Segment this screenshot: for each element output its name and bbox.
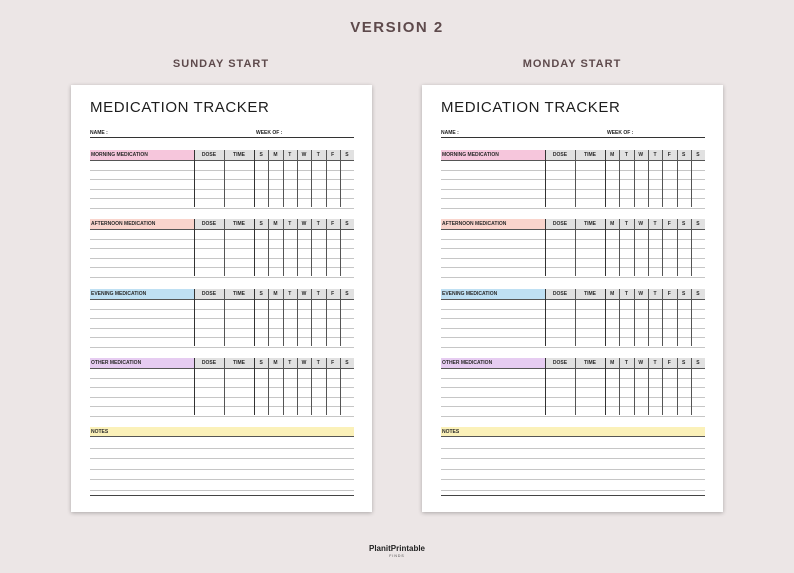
medication-section	[90, 289, 354, 346]
table-row[interactable]	[90, 258, 354, 259]
table-row[interactable]	[90, 170, 354, 171]
notes-line[interactable]	[441, 469, 705, 470]
column-divider	[311, 358, 312, 415]
table-row[interactable]	[90, 179, 354, 180]
column-divider	[677, 358, 678, 415]
week-of-label: WEEK OF :	[256, 130, 283, 136]
day-column-label: S	[681, 360, 686, 366]
medication-section	[441, 289, 705, 346]
table-row[interactable]	[441, 347, 705, 348]
time-column-label: TIME	[584, 221, 596, 227]
column-divider	[662, 289, 663, 346]
week-of-label: WEEK OF :	[607, 130, 634, 136]
time-column-label: TIME	[233, 291, 245, 297]
day-column-label: M	[610, 360, 615, 366]
day-column-label: T	[288, 152, 292, 158]
day-column-label: T	[316, 221, 320, 227]
column-divider	[545, 150, 546, 207]
table-row[interactable]	[90, 208, 354, 209]
dose-column-label: DOSE	[201, 152, 217, 158]
column-divider	[619, 289, 620, 346]
time-column-label: TIME	[233, 152, 245, 158]
day-column-label: W	[638, 152, 644, 158]
column-divider	[634, 219, 635, 276]
table-row[interactable]	[441, 318, 705, 319]
day-column-label: F	[667, 152, 671, 158]
table-row[interactable]	[441, 416, 705, 417]
table-row[interactable]	[90, 277, 354, 278]
section-title: OTHER MEDICATION	[91, 360, 142, 366]
day-column-label: M	[273, 291, 278, 297]
table-row[interactable]	[90, 378, 354, 379]
column-divider	[691, 358, 692, 415]
column-divider	[194, 150, 195, 207]
column-divider	[691, 150, 692, 207]
dose-column-label: DOSE	[552, 152, 568, 158]
column-divider	[648, 289, 649, 346]
table-row[interactable]	[441, 258, 705, 259]
name-week-line	[90, 137, 354, 138]
column-divider	[340, 150, 341, 207]
column-divider	[297, 150, 298, 207]
table-row[interactable]	[90, 198, 354, 199]
day-column-label: W	[301, 291, 307, 297]
column-divider	[254, 289, 255, 346]
day-column-label: S	[259, 291, 263, 297]
section-title: OTHER MEDICATION	[442, 360, 493, 366]
column-divider	[268, 358, 269, 415]
day-column-label: W	[301, 152, 307, 158]
name-label: NAME :	[90, 130, 108, 136]
table-row[interactable]	[90, 416, 354, 417]
table-row[interactable]	[441, 189, 705, 190]
table-row[interactable]	[441, 406, 705, 407]
day-column-label: T	[316, 291, 320, 297]
column-divider	[662, 358, 663, 415]
column-divider	[283, 150, 284, 207]
day-column-label: T	[624, 360, 628, 366]
medication-section	[90, 150, 354, 207]
day-column-label: S	[681, 221, 686, 227]
notes-section	[441, 427, 705, 497]
day-column-label: S	[345, 221, 349, 227]
notes-line[interactable]	[441, 490, 705, 491]
column-divider	[311, 289, 312, 346]
table-row[interactable]	[90, 267, 354, 268]
day-column-label: F	[667, 221, 671, 227]
day-column-label: S	[259, 221, 263, 227]
column-divider	[194, 358, 195, 415]
day-column-label: S	[345, 291, 349, 297]
column-divider	[340, 219, 341, 276]
notes-line[interactable]	[441, 479, 705, 480]
medication-section	[90, 358, 354, 415]
column-divider	[254, 219, 255, 276]
column-divider	[662, 219, 663, 276]
column-divider	[268, 289, 269, 346]
column-divider	[268, 219, 269, 276]
day-column-label: S	[696, 152, 700, 158]
day-column-label: W	[638, 360, 644, 366]
day-column-label: F	[667, 291, 671, 297]
column-divider	[605, 358, 606, 415]
column-divider	[648, 358, 649, 415]
table-row[interactable]	[441, 198, 705, 199]
day-column-label: M	[610, 152, 615, 158]
column-divider	[224, 289, 225, 346]
day-column-label: T	[316, 152, 320, 158]
column-divider	[662, 150, 663, 207]
column-divider	[545, 289, 546, 346]
column-divider	[619, 358, 620, 415]
sunday-start-label: SUNDAY START	[172, 58, 270, 70]
table-row[interactable]	[90, 189, 354, 190]
table-row[interactable]	[90, 337, 354, 338]
day-column-label: T	[624, 152, 628, 158]
section-title: MORNING MEDICATION	[91, 152, 148, 158]
column-divider	[326, 150, 327, 207]
notes-line[interactable]	[90, 479, 354, 480]
section-title: EVENING MEDICATION	[91, 291, 147, 297]
column-divider	[224, 219, 225, 276]
day-column-label: T	[624, 291, 628, 297]
column-divider	[340, 289, 341, 346]
table-row[interactable]	[90, 397, 354, 398]
column-divider	[311, 150, 312, 207]
sunday-start-tracker-sheet	[71, 85, 372, 512]
section-header	[441, 219, 705, 230]
column-divider	[268, 150, 269, 207]
day-column-label: S	[696, 221, 700, 227]
day-column-label: S	[696, 291, 700, 297]
section-header	[90, 289, 354, 300]
table-row[interactable]	[90, 387, 354, 388]
day-column-label: S	[345, 360, 349, 366]
version-heading: VERSION 2	[350, 19, 444, 36]
column-divider	[311, 219, 312, 276]
column-divider	[605, 219, 606, 276]
notes-header: NOTES	[90, 427, 354, 437]
day-column-label: M	[610, 221, 615, 227]
dose-column-label: DOSE	[552, 360, 568, 366]
time-column-label: TIME	[584, 152, 596, 158]
notes-line[interactable]	[90, 458, 354, 459]
column-divider	[575, 358, 576, 415]
column-divider	[691, 289, 692, 346]
dose-column-label: DOSE	[552, 221, 568, 227]
notes-bottom-line	[441, 495, 705, 496]
section-header	[441, 150, 705, 161]
time-column-label: TIME	[233, 360, 245, 366]
column-divider	[619, 150, 620, 207]
section-title: EVENING MEDICATION	[442, 291, 498, 297]
day-column-label: F	[331, 221, 335, 227]
day-column-label: W	[301, 221, 307, 227]
column-divider	[297, 358, 298, 415]
day-column-label: M	[610, 291, 615, 297]
section-header	[90, 150, 354, 161]
day-column-label: S	[345, 152, 349, 158]
dose-column-label: DOSE	[201, 221, 217, 227]
table-row[interactable]	[441, 378, 705, 379]
name-week-line	[441, 137, 705, 138]
time-column-label: TIME	[584, 360, 596, 366]
dose-column-label: DOSE	[201, 291, 217, 297]
medication-section	[441, 150, 705, 207]
medication-section	[441, 219, 705, 276]
day-column-label: S	[681, 291, 686, 297]
day-column-label: T	[288, 221, 292, 227]
day-column-label: M	[273, 360, 278, 366]
time-column-label: TIME	[233, 221, 245, 227]
column-divider	[224, 358, 225, 415]
monday-start-tracker-sheet	[422, 85, 723, 512]
column-divider	[648, 219, 649, 276]
day-column-label: F	[331, 360, 335, 366]
table-row[interactable]	[441, 170, 705, 171]
notes-line[interactable]	[441, 458, 705, 459]
dose-column-label: DOSE	[552, 291, 568, 297]
notes-bottom-line	[90, 495, 354, 496]
table-row[interactable]	[441, 337, 705, 338]
column-divider	[677, 150, 678, 207]
notes-line[interactable]	[90, 448, 354, 449]
table-row[interactable]	[441, 277, 705, 278]
column-divider	[634, 150, 635, 207]
column-divider	[605, 289, 606, 346]
column-divider	[283, 358, 284, 415]
notes-section	[90, 427, 354, 497]
day-column-label: M	[273, 221, 278, 227]
column-divider	[677, 219, 678, 276]
table-row[interactable]	[90, 248, 354, 249]
column-divider	[634, 358, 635, 415]
table-row[interactable]	[441, 179, 705, 180]
table-row[interactable]	[441, 397, 705, 398]
day-column-label: T	[316, 360, 320, 366]
day-column-label: T	[288, 360, 292, 366]
column-divider	[283, 219, 284, 276]
monday-start-label: MONDAY START	[522, 58, 622, 70]
day-column-label: S	[259, 360, 263, 366]
dose-column-label: DOSE	[201, 360, 217, 366]
column-divider	[326, 219, 327, 276]
day-column-label: W	[638, 291, 644, 297]
table-row[interactable]	[90, 406, 354, 407]
table-row[interactable]	[441, 267, 705, 268]
table-row[interactable]	[441, 328, 705, 329]
notes-line[interactable]	[90, 490, 354, 491]
time-column-label: TIME	[584, 291, 596, 297]
table-row[interactable]	[441, 248, 705, 249]
notes-line[interactable]	[441, 448, 705, 449]
notes-line[interactable]	[90, 469, 354, 470]
day-column-label: W	[301, 360, 307, 366]
column-divider	[545, 219, 546, 276]
day-column-label: T	[624, 221, 628, 227]
section-header	[90, 219, 354, 230]
day-column-label: F	[331, 291, 335, 297]
column-divider	[648, 150, 649, 207]
notes-header: NOTES	[441, 427, 705, 437]
section-title: AFTERNOON MEDICATION	[91, 221, 156, 227]
medication-section	[441, 358, 705, 415]
column-divider	[545, 358, 546, 415]
column-divider	[297, 219, 298, 276]
column-divider	[575, 150, 576, 207]
section-header	[441, 358, 705, 369]
column-divider	[634, 289, 635, 346]
brand-name: PlanitPrintable	[368, 544, 425, 553]
column-divider	[340, 358, 341, 415]
day-column-label: F	[331, 152, 335, 158]
section-header	[90, 358, 354, 369]
day-column-label: T	[653, 152, 657, 158]
column-divider	[575, 289, 576, 346]
column-divider	[224, 150, 225, 207]
day-column-label: S	[259, 152, 263, 158]
day-column-label: S	[681, 152, 686, 158]
column-divider	[677, 289, 678, 346]
day-column-label: T	[653, 291, 657, 297]
table-row[interactable]	[441, 309, 705, 310]
section-title: MORNING MEDICATION	[442, 152, 499, 158]
column-divider	[691, 219, 692, 276]
name-label: NAME :	[441, 130, 459, 136]
table-row[interactable]	[441, 208, 705, 209]
column-divider	[605, 150, 606, 207]
section-header	[441, 289, 705, 300]
section-title: AFTERNOON MEDICATION	[442, 221, 507, 227]
column-divider	[326, 289, 327, 346]
day-column-label: F	[667, 360, 671, 366]
column-divider	[283, 289, 284, 346]
column-divider	[619, 219, 620, 276]
column-divider	[254, 150, 255, 207]
day-column-label: W	[638, 221, 644, 227]
day-column-label: M	[273, 152, 278, 158]
day-column-label: T	[653, 221, 657, 227]
table-row[interactable]	[441, 387, 705, 388]
day-column-label: S	[696, 360, 700, 366]
column-divider	[297, 289, 298, 346]
tracker-title: MEDICATION TRACKER	[90, 99, 270, 116]
table-row[interactable]	[90, 318, 354, 319]
table-row[interactable]	[90, 328, 354, 329]
table-row[interactable]	[90, 347, 354, 348]
column-divider	[326, 358, 327, 415]
table-row[interactable]	[90, 309, 354, 310]
day-column-label: T	[653, 360, 657, 366]
table-row[interactable]	[441, 239, 705, 240]
medication-section	[90, 219, 354, 276]
brand-tagline: FINDS	[389, 554, 405, 558]
day-column-label: T	[288, 291, 292, 297]
column-divider	[194, 219, 195, 276]
table-row[interactable]	[90, 239, 354, 240]
column-divider	[254, 358, 255, 415]
tracker-title: MEDICATION TRACKER	[441, 99, 621, 116]
column-divider	[575, 219, 576, 276]
column-divider	[194, 289, 195, 346]
